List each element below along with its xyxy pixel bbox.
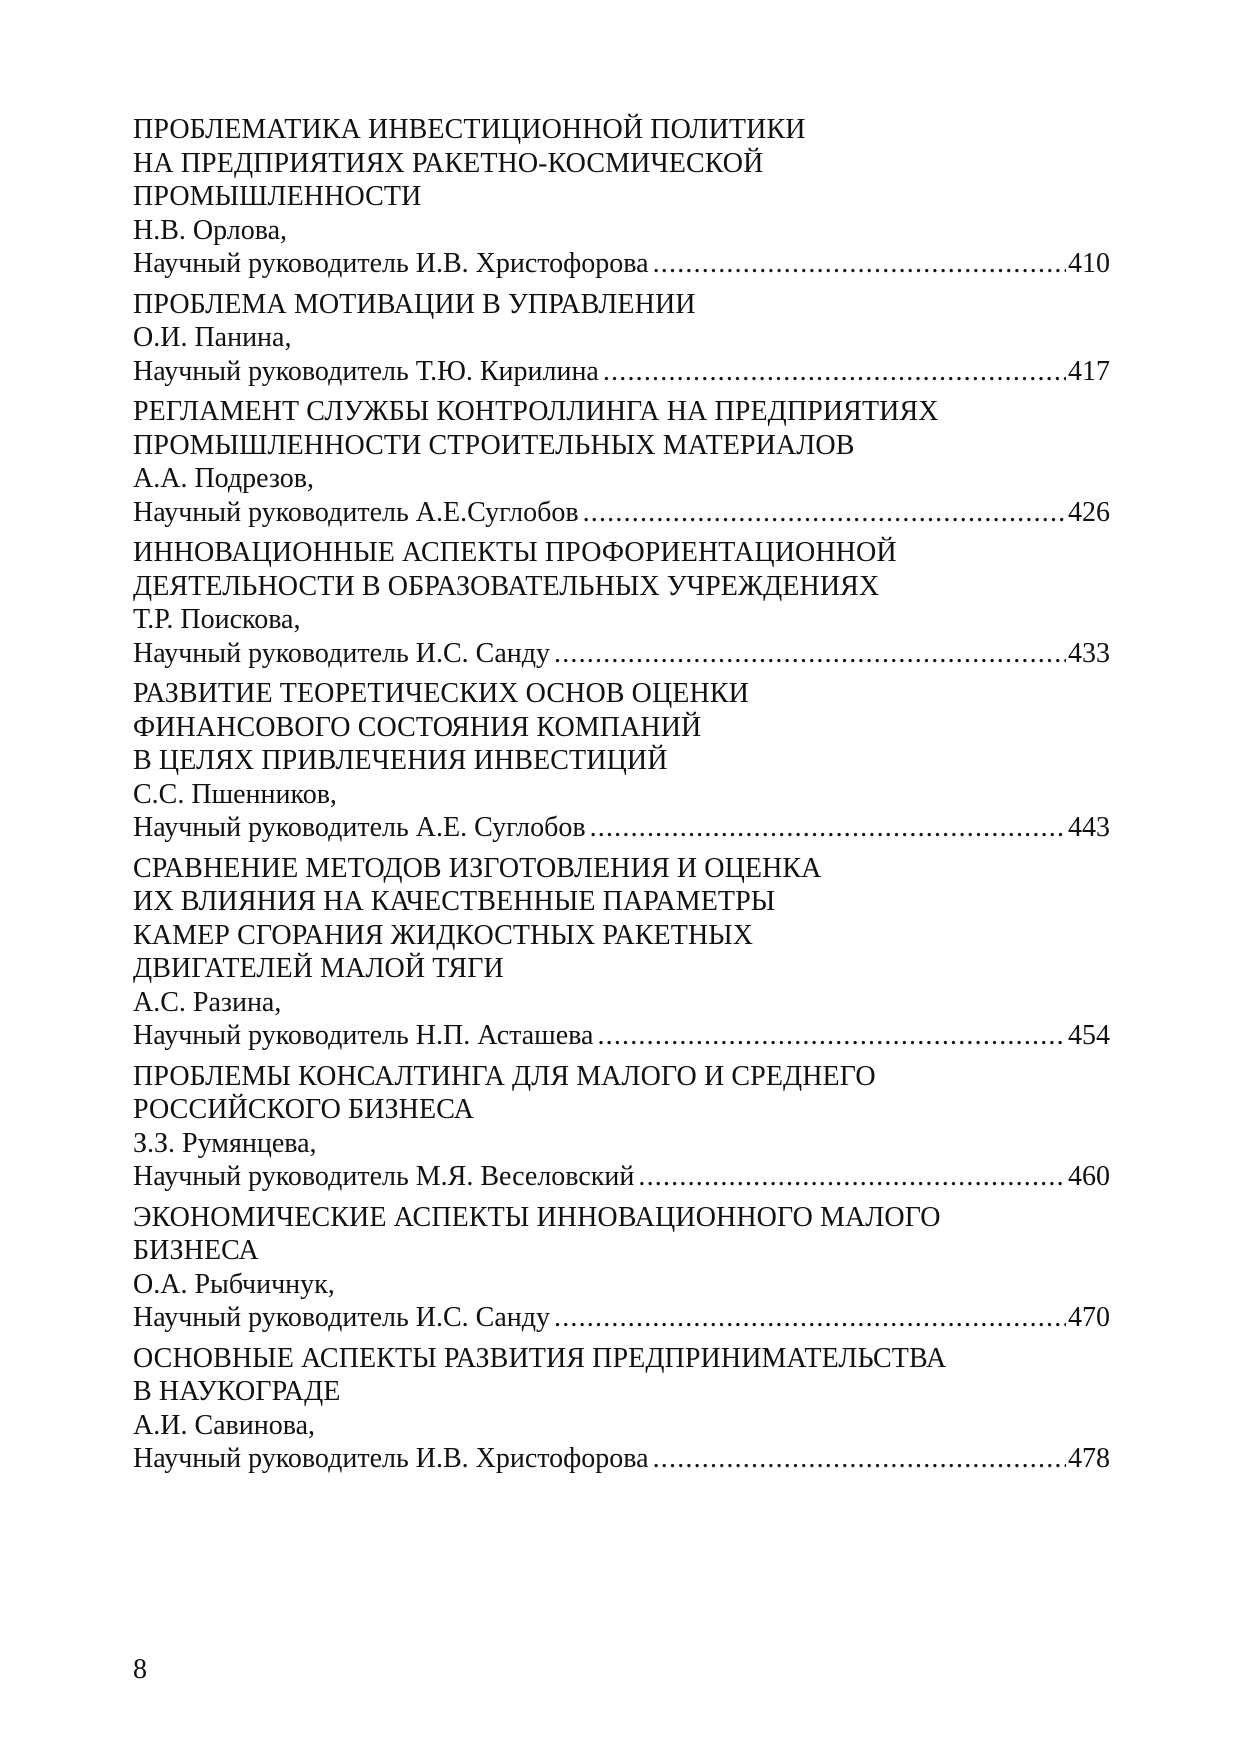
entry-author: О.А. Рыбчичнук, [133, 1268, 335, 1300]
title-line: РЕГЛАМЕНТ СЛУЖБЫ КОНТРОЛЛИНГА НА ПРЕДПРИЯТИЯХ [133, 396, 939, 427]
entry-supervisor: Научный руководитель Т.Ю. Кирилина [133, 355, 599, 387]
entry-author: Н.В. Орлова, [133, 214, 287, 246]
entry-page-number: 454 [1068, 1020, 1110, 1051]
entry-author: З.З. Румянцева, [133, 1127, 317, 1159]
title-line: БИЗНЕСА [133, 1235, 259, 1266]
toc-entry [133, 113, 1110, 281]
toc-entry [133, 1342, 1110, 1476]
title-line: ПРОБЛЕМАТИКА ИНВЕСТИЦИОННОЙ ПОЛИТИКИ [133, 114, 806, 145]
title-line: ПРОМЫШЛЕННОСТИ [133, 181, 422, 212]
entry-supervisor: Научный руководитель Н.П. Асташева [133, 1020, 594, 1051]
title-line: ДЕЯТЕЛЬНОСТИ В ОБРАЗОВАТЕЛЬНЫХ УЧРЕЖДЕНИЯХ [133, 570, 880, 602]
title-line: ПРОМЫШЛЕННОСТИ СТРОИТЕЛЬНЫХ МАТЕРИАЛОВ [133, 429, 855, 461]
entry-page-number: 460 [1068, 1161, 1110, 1192]
entry-supervisor: Научный руководитель М.Я. Веселовский [133, 1161, 635, 1192]
toc-entry [133, 852, 1110, 1053]
toc-entry [133, 1060, 1110, 1194]
entry-supervisor: Научный руководитель А.Е. Суглобов [133, 812, 586, 843]
entry-leader-line [133, 1019, 1110, 1053]
title-line: ДВИГАТЕЛЕЙ МАЛОЙ ТЯГИ [133, 953, 504, 984]
dot-leader [597, 1019, 1066, 1053]
entry-page-number: 410 [1068, 248, 1110, 279]
title-line: РОССИЙСКОГО БИЗНЕСА [133, 1094, 474, 1125]
entry-page-number: 470 [1068, 1302, 1110, 1333]
title-line: ФИНАНСОВОГО СОСТОЯНИЯ КОМПАНИЙ [133, 711, 702, 743]
title-line: ИННОВАЦИОННЫЕ АСПЕКТЫ ПРОФОРИЕНТАЦИОННОЙ [133, 537, 897, 568]
toc-entry [133, 536, 1110, 670]
table-of-contents [133, 113, 1110, 1483]
entry-author: А.И. Савинова, [133, 1409, 316, 1441]
title-line: НА ПРЕДПРИЯТИЯХ РАКЕТНО-КОСМИЧЕСКОЙ [133, 147, 764, 179]
title-line: СРАВНЕНИЕ МЕТОДОВ ИЗГОТОВЛЕНИЯ И ОЦЕНКА [133, 852, 822, 884]
entry-leader-line [133, 1442, 1110, 1476]
entry-title [133, 852, 1110, 986]
entry-leader-line [133, 496, 1110, 530]
entry-leader-line [133, 811, 1110, 845]
entry-title [133, 395, 1110, 462]
entry-leader-line [133, 1301, 1110, 1335]
entry-supervisor: Научный руководитель И.С. Санду [133, 637, 550, 669]
title-line: РАЗВИТИЕ ТЕОРЕТИЧЕСКИХ ОСНОВ ОЦЕНКИ [133, 678, 749, 709]
dot-leader [638, 1160, 1066, 1194]
entry-title [133, 288, 1110, 322]
toc-entry [133, 288, 1110, 389]
entry-page-number: 433 [1068, 637, 1110, 669]
entry-supervisor: Научный руководитель А.Е.Суглобов [133, 496, 579, 528]
toc-entry [133, 395, 1110, 529]
entry-leader-line [133, 247, 1110, 281]
entry-supervisor: Научный руководитель И.В. Христофорова [133, 1443, 649, 1474]
title-line: ЭКОНОМИЧЕСКИЕ АСПЕКТЫ ИННОВАЦИОННОГО МАЛОГО [133, 1201, 941, 1233]
title-line: ОСНОВНЫЕ АСПЕКТЫ РАЗВИТИЯ ПРЕДПРИНИМАТЕЛЬСТВА [133, 1342, 947, 1374]
entry-title [133, 1060, 1110, 1127]
entry-supervisor: Научный руководитель И.В. Христофорова [133, 248, 649, 279]
title-line: В ЦЕЛЯХ ПРИВЛЕЧЕНИЯ ИНВЕСТИЦИЙ [133, 745, 668, 776]
entry-page-number: 478 [1068, 1443, 1110, 1474]
title-line: В НАУКОГРАДЕ [133, 1376, 341, 1407]
entry-author: С.С. Пшенников, [133, 778, 337, 810]
entry-page-number: 426 [1068, 496, 1110, 528]
title-line: ПРОБЛЕМА МОТИВАЦИИ В УПРАВЛЕНИИ [133, 288, 696, 320]
dot-leader [554, 637, 1066, 671]
title-line: ИХ ВЛИЯНИЯ НА КАЧЕСТВЕННЫЕ ПАРАМЕТРЫ [133, 886, 776, 917]
entry-author: А.А. Подрезов, [133, 463, 314, 494]
entry-title [133, 1342, 1110, 1409]
page-number: 8 [133, 1654, 147, 1685]
title-line: КАМЕР СГОРАНИЯ ЖИДКОСТНЫХ РАКЕТНЫХ [133, 919, 754, 951]
entry-leader-line [133, 1160, 1110, 1194]
entry-leader-line [133, 355, 1110, 389]
toc-entry [133, 1201, 1110, 1335]
dot-leader [583, 496, 1066, 530]
entry-leader-line [133, 637, 1110, 671]
toc-entry [133, 677, 1110, 845]
dot-leader [554, 1301, 1066, 1335]
dot-leader [590, 811, 1066, 845]
entry-author: О.И. Панина, [133, 322, 292, 353]
entry-title [133, 677, 1110, 778]
entry-page-number: 417 [1068, 355, 1110, 387]
entry-title [133, 1201, 1110, 1268]
entry-page-number: 443 [1068, 812, 1110, 843]
entry-author: А.С. Разина, [133, 986, 282, 1018]
dot-leader [653, 247, 1066, 281]
entry-supervisor: Научный руководитель И.С. Санду [133, 1302, 550, 1333]
title-line: ПРОБЛЕМЫ КОНСАЛТИНГА ДЛЯ МАЛОГО И СРЕДНЕГО [133, 1060, 876, 1092]
dot-leader [603, 355, 1066, 389]
entry-author: Т.Р. Поискова, [133, 604, 301, 635]
dot-leader [653, 1442, 1066, 1476]
entry-title [133, 536, 1110, 603]
entry-title [133, 113, 1110, 214]
